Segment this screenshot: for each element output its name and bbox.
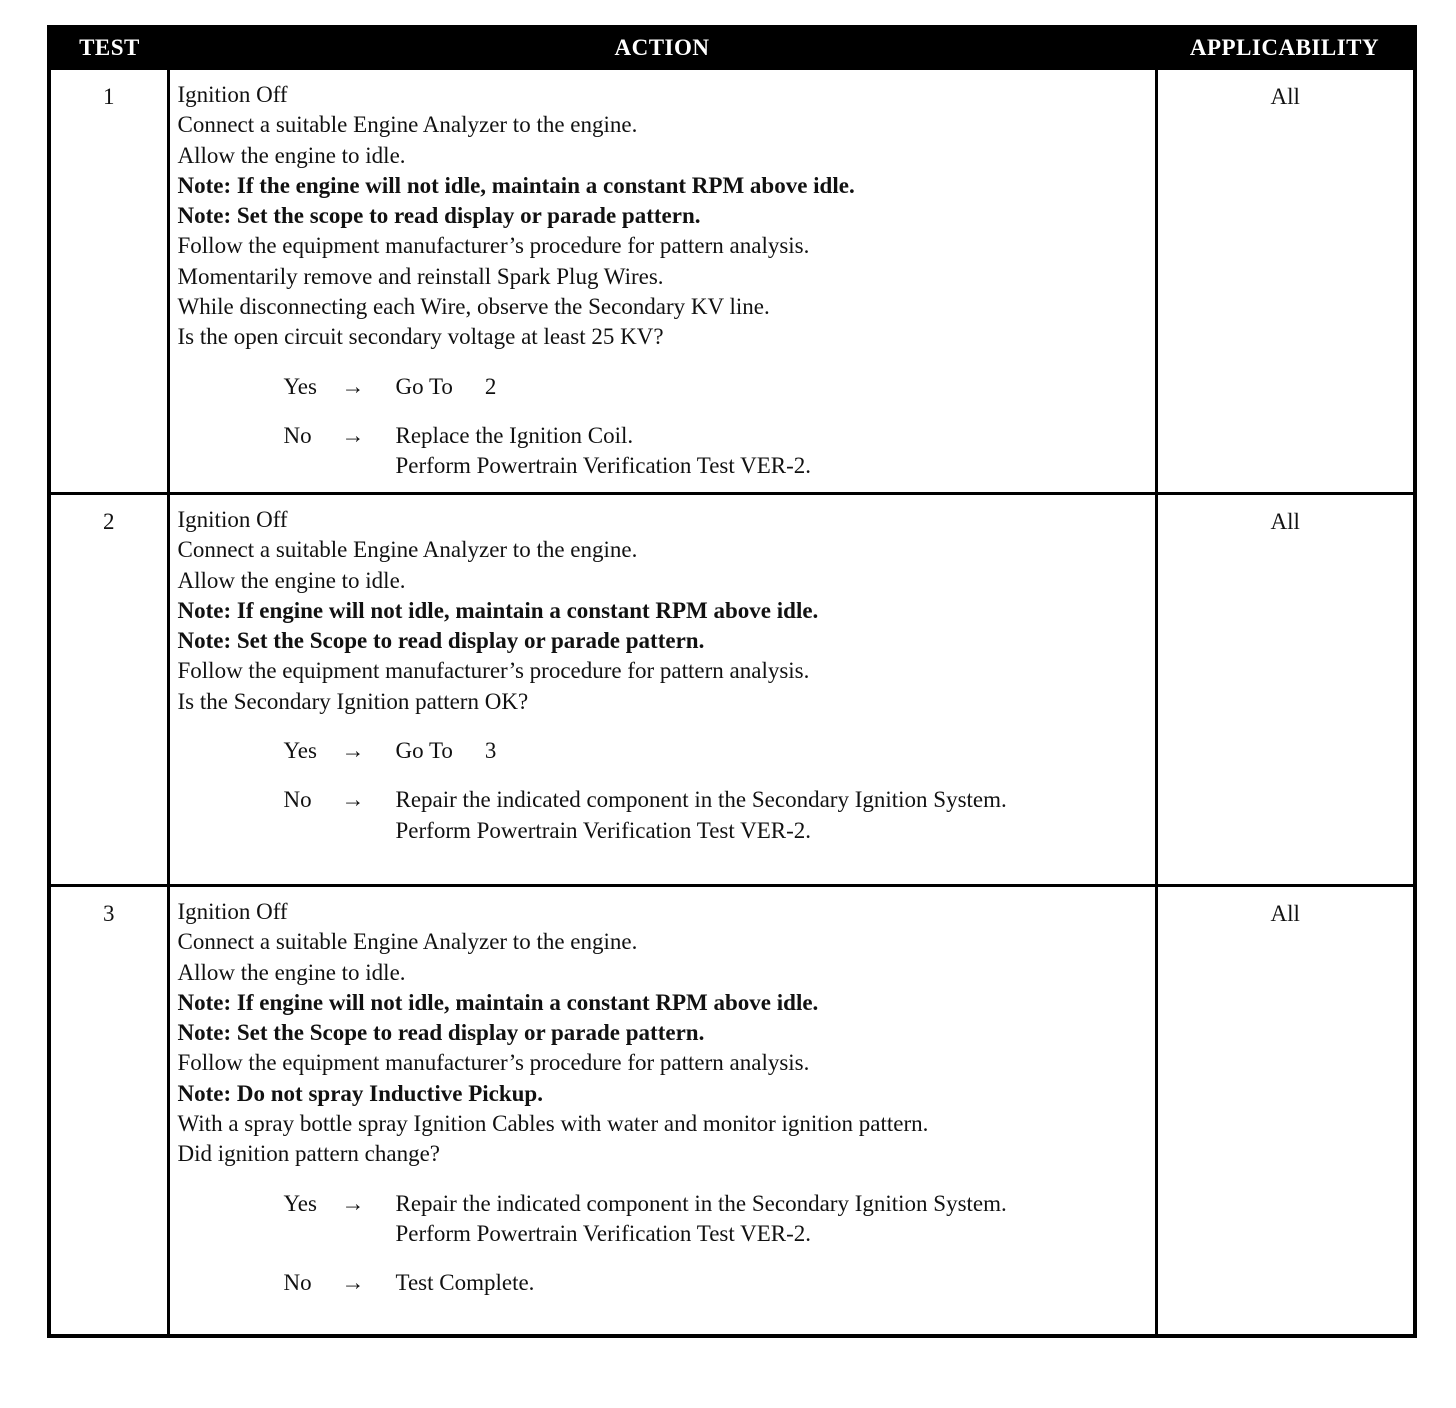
applicability-value: All [1156, 886, 1415, 1336]
note-line: Note: Set the Scope to read display or parade pattern. [177, 628, 705, 654]
arrow-icon: → [341, 787, 365, 813]
step-line: Ignition Off [177, 507, 288, 532]
no-label: No [283, 422, 312, 448]
step-line: Follow the equipment manufacturer’s procedure for pattern analysis. [177, 658, 810, 684]
arrow-icon: → [341, 1270, 365, 1296]
step-line: Is the open circuit secondary voltage at least 25 KV? [177, 324, 664, 350]
note-line: Note: If the engine will not idle, maintain a constant RPM above idle. [177, 172, 855, 198]
header-test: TEST [49, 27, 168, 69]
yes-branch [178, 372, 1149, 402]
step-line: Allow the engine to idle. [177, 959, 406, 985]
yes-label: Yes [283, 373, 317, 399]
arrow-icon: → [341, 422, 365, 448]
no-branch [178, 1268, 1149, 1298]
action-cell [168, 494, 1156, 886]
step-line: Allow the engine to idle. [177, 567, 406, 593]
action-cell [168, 886, 1156, 1336]
step-line: Did ignition pattern change? [177, 1141, 441, 1167]
step-line: Ignition Off [177, 82, 288, 107]
table-header-row [49, 27, 1415, 69]
arrow-icon: → [341, 373, 365, 399]
yes-branch [178, 736, 1149, 766]
no-result-text: Repair the indicated component in the Secondary Ignition System. [395, 787, 1007, 813]
step-line: Follow the equipment manufacturer’s procedure for pattern analysis. [177, 233, 810, 259]
step-line: While disconnecting each Wire, observe the Secondary KV line. [177, 294, 770, 320]
yes-result-text: Repair the indicated component in the Secondary Ignition System. [395, 1190, 1007, 1216]
no-branch [178, 785, 1149, 846]
diagnostic-test-table [47, 25, 1417, 1338]
test-row-1 [49, 69, 1415, 494]
note-line: Note: If engine will not idle, maintain a constant RPM above idle. [177, 989, 819, 1015]
action-steps [178, 897, 1149, 1170]
no-label: No [283, 1270, 312, 1296]
step-line: Connect a suitable Engine Analyzer to the engine. [177, 929, 638, 955]
no-result-text: Test Complete. [395, 1270, 535, 1296]
test-number: 3 [49, 886, 168, 1336]
step-line: Momentarily remove and reinstall Spark Plug Wires. [177, 263, 664, 289]
test-row-3 [49, 886, 1415, 1336]
note-line: Note: Set the Scope to read display or parade pattern. [177, 1020, 705, 1046]
action-cell [168, 69, 1156, 494]
arrow-icon: → [341, 738, 365, 764]
note-line: Note: Do not spray Inductive Pickup. [177, 1080, 543, 1106]
note-line: Note: If engine will not idle, maintain a constant RPM above idle. [177, 597, 819, 623]
step-line: Is the Secondary Ignition pattern OK? [177, 688, 529, 714]
header-applicability: APPLICABILITY [1156, 27, 1415, 69]
test-number: 1 [49, 69, 168, 494]
test-number: 2 [49, 494, 168, 886]
applicability-value: All [1156, 494, 1415, 886]
no-label: No [283, 787, 312, 813]
step-line: Ignition Off [177, 899, 288, 924]
verification-text: Perform Powertrain Verification Test VER-2. [395, 453, 812, 479]
yes-label: Yes [283, 738, 317, 764]
arrow-icon: → [341, 1190, 365, 1216]
verification-text: Perform Powertrain Verification Test VER-2. [395, 817, 812, 843]
yes-label: Yes [283, 1190, 317, 1216]
step-line: Allow the engine to idle. [177, 142, 406, 168]
yes-branch [178, 1189, 1149, 1250]
header-action: ACTION [168, 27, 1156, 69]
verification-text: Perform Powertrain Verification Test VER-2. [395, 1220, 812, 1246]
action-steps [178, 505, 1149, 717]
step-line: Follow the equipment manufacturer’s procedure for pattern analysis. [177, 1050, 810, 1076]
note-line: Note: Set the scope to read display or parade pattern. [177, 203, 701, 229]
applicability-value: All [1156, 69, 1415, 494]
goto-label: Go To [395, 373, 453, 399]
step-line: Connect a suitable Engine Analyzer to the engine. [177, 537, 638, 563]
goto-test-link[interactable]: 3 [484, 738, 497, 764]
test-row-2 [49, 494, 1415, 886]
goto-label: Go To [395, 738, 453, 764]
no-result-text: Replace the Ignition Coil. [395, 422, 634, 448]
goto-test-link[interactable]: 2 [484, 373, 497, 399]
no-branch [178, 421, 1149, 482]
step-line: With a spray bottle spray Ignition Cables with water and monitor ignition pattern. [177, 1111, 929, 1137]
action-steps [178, 80, 1149, 353]
step-line: Connect a suitable Engine Analyzer to the engine. [177, 112, 638, 138]
